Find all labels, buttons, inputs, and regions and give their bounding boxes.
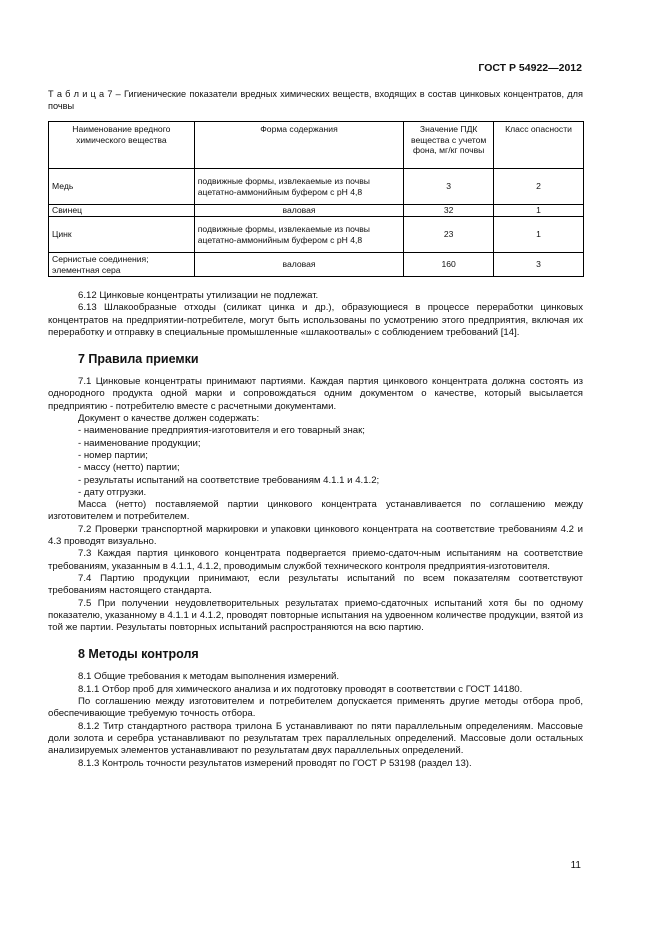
page-number: 11: [570, 860, 581, 871]
document-body: [48, 290, 583, 770]
cell-class: 1: [494, 205, 584, 217]
cell-pdk: 32: [404, 205, 494, 217]
clause-8-1-2: 8.1.2 Титр стандартного раствора трилона Б устанавливают по пяти параллельным определениям. Массовые доли золота и серебра устанавливают по результатам трех параллельных определений. Массовые доли остальных анализируемых элементов устанавливают по результатам двух параллельных определений.: [48, 720, 583, 757]
header-pdk: Значение ПДК вещества с учетом фона, мг/кг почвы: [404, 122, 494, 169]
table-row: [49, 253, 584, 277]
section-7-title: 7 Правила приемки: [78, 352, 199, 367]
cell-class: 1: [494, 217, 584, 253]
cell-class: 2: [494, 169, 584, 205]
cell-form: подвижные формы, извлекаемые из почвы ацетатно-аммонийным буфером с рН 4,8: [194, 217, 404, 253]
list-item: - дату отгрузки.: [78, 486, 147, 498]
cell-substance: Цинк: [49, 217, 195, 253]
cell-pdk: 3: [404, 169, 494, 205]
cell-form: подвижные формы, извлекаемые из почвы ацетатно-аммонийным буфером с рН 4,8: [194, 169, 404, 205]
document-code: ГОСТ Р 54922—2012: [478, 62, 582, 74]
cell-substance: Сернистые соединения; элементная сера: [49, 253, 195, 277]
table-row: [49, 169, 584, 205]
cell-pdk: 23: [404, 217, 494, 253]
list-item: - наименование продукции;: [78, 437, 201, 449]
agreement-paragraph: По соглашению между изготовителем и потребителем допускается применять другие методы отбора проб, обеспечивающие требуемую точность отбора.: [48, 696, 583, 720]
quality-doc-intro: Документ о качестве должен содержать:: [78, 413, 260, 425]
list-item: - массу (нетто) партии;: [78, 462, 180, 474]
clause-7-5: 7.5 При получении неудовлетворительных результатах приемо-сдаточных испытаний хотя бы по одному показателю, указанному в 4.1.1 и 4.1.2, проводят повторные испытания на удвоенном количестве продукции, взятой из той же партии. Результаты повторных испытаний распространяются на всю партию.: [48, 597, 583, 634]
clause-8-1: 8.1 Общие требования к методам выполнения измерений.: [78, 671, 340, 683]
cell-pdk: 160: [404, 253, 494, 277]
list-item: - результаты испытаний на соответствие требованиям 4.1.1 и 4.1.2;: [78, 474, 380, 486]
clause-6-13: 6.13 Шлакообразные отходы (силикат цинка и др.), образующиеся в процессе переработки цинковых концентратов на предприятии-потребителе, могут быть использованы по усмотрению этого предприятия, включая их переработку и отправку в специальные промышленные «шлакоотвалы» с соблюдением требований [14].: [48, 302, 583, 338]
cell-form: валовая: [194, 253, 404, 277]
clause-8-1-1: 8.1.1 Отбор проб для химического анализа и их подготовку проводят в соответствии с ГОСТ 14180.: [78, 683, 523, 695]
clause-6-12: 6.12 Цинковые концентраты утилизации не подлежат.: [78, 290, 319, 301]
cell-substance: Медь: [49, 169, 195, 205]
mass-paragraph: Масса (нетто) поставляемой партии цинкового концентрата устанавливается по соглашению между изготовителем и потребителем.: [48, 499, 583, 523]
clause-7-1: 7.1 Цинковые концентраты принимают партиями. Каждая партия цинкового концентрата должна состоять из однородного продукта одной марки и сопровождаться одним документом о качестве, который высылается предприятию - потребителю вместе с расчетными документами.: [48, 376, 583, 412]
section-8-title: 8 Методы контроля: [78, 647, 199, 662]
clause-8-1-3: 8.1.3 Контроль точности результатов измерений проводят по ГОСТ Р 53198 (раздел 13).: [78, 757, 472, 769]
header-form: Форма содержания: [194, 122, 404, 169]
table-row: [49, 205, 584, 217]
header-substance: Наименование вредного химического вещества: [49, 122, 195, 169]
header-class: Класс опасности: [494, 122, 584, 169]
hygiene-table: [48, 121, 584, 277]
table-caption: Т а б л и ц а 7 – Гигиенические показатели вредных химических веществ, входящих в состав цинковых концентратов, для почвы: [48, 89, 583, 111]
clause-7-3: 7.3 Каждая партия цинкового концентрата подвергается приемо-сдаточ-ным испытаниям на соответствие требованиям, указанным в 4.1.1, 4.1.2, проводимым службой технического контроля предприятия-изготовителя.: [48, 548, 583, 572]
list-item: - номер партии;: [78, 449, 148, 461]
table-row: [49, 217, 584, 253]
cell-form: валовая: [194, 205, 404, 217]
cell-substance: Свинец: [49, 205, 195, 217]
clause-7-4: 7.4 Партию продукции принимают, если результаты испытаний по всем показателям соответствуют требованиям настоящего стандарта.: [48, 572, 583, 597]
clause-7-2: 7.2 Проверки транспортной маркировки и упаковки цинкового концентрата на соответствие требованиям 4.2 и 4.3 проводят визуально.: [48, 523, 583, 548]
list-item: - наименование предприятия-изготовителя и его товарный знак;: [78, 425, 365, 437]
cell-class: 3: [494, 253, 584, 277]
